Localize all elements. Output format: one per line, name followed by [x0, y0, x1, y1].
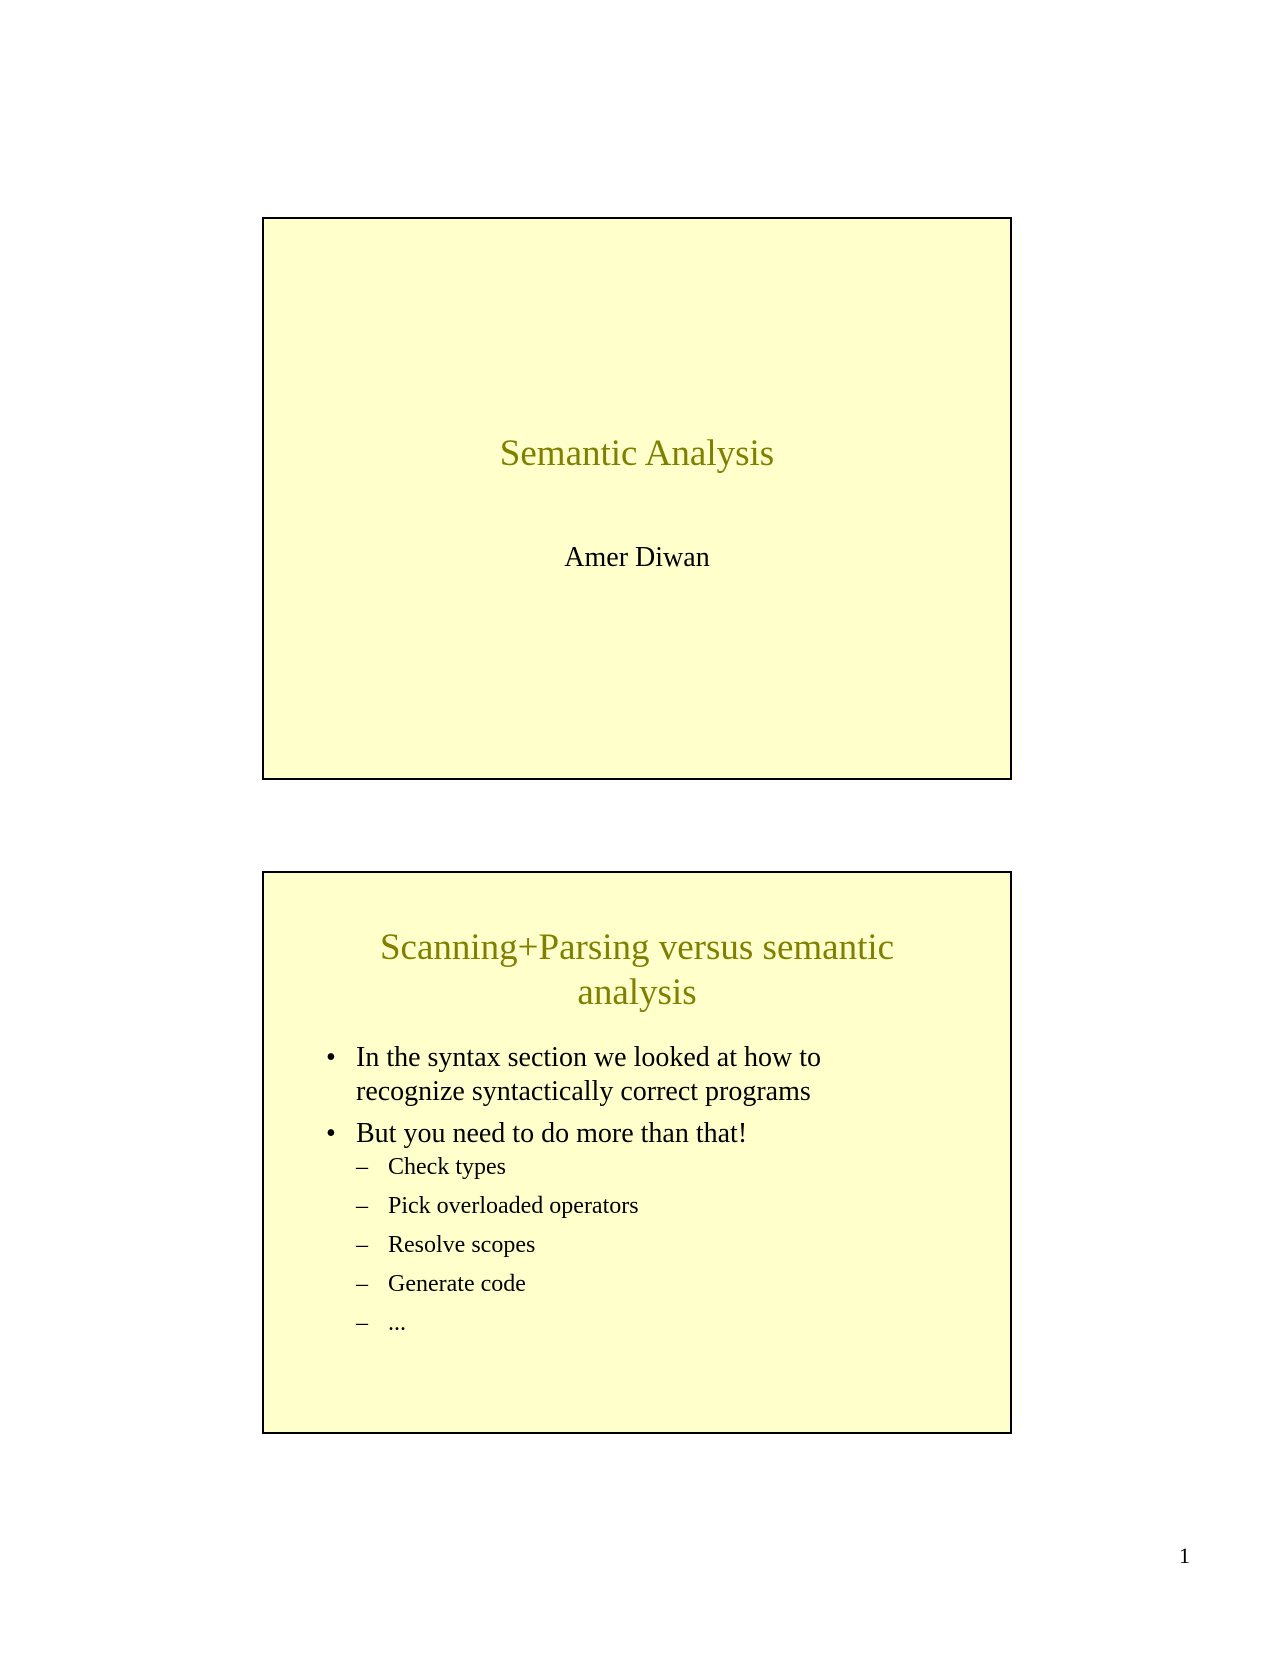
sub-bullet-item	[356, 1231, 980, 1260]
sub-bullet-text: Check types	[388, 1154, 506, 1180]
bullet-marker: •	[326, 1042, 336, 1073]
sub-bullet-marker: –	[356, 1232, 368, 1258]
sub-bullet-marker: –	[356, 1271, 368, 1297]
sub-bullet-text: Pick overloaded operators	[388, 1193, 639, 1219]
bullet-text: But you need to do more than that!	[356, 1118, 748, 1149]
bullet-item	[324, 1117, 980, 1338]
slide-scanning-parsing	[262, 871, 1012, 1434]
bullet-text-line-1: In the syntax section we looked at how to	[356, 1042, 822, 1073]
slide-heading-line-1: Scanning+Parsing versus semantic	[379, 927, 895, 968]
sub-bullet-list	[356, 1153, 980, 1338]
bullet-text-line-2: recognize syntactically correct programs	[356, 1076, 811, 1107]
sub-bullet-marker: –	[356, 1310, 368, 1336]
sub-bullet-text: Resolve scopes	[388, 1232, 536, 1258]
sub-bullet-item	[356, 1309, 980, 1338]
bullet-list	[324, 1041, 980, 1348]
sub-bullet-item	[356, 1192, 980, 1221]
bullet-item	[324, 1041, 980, 1109]
sub-bullet-item	[356, 1153, 980, 1182]
sub-bullet-item	[356, 1270, 980, 1299]
sub-bullet-text: Generate code	[388, 1271, 526, 1297]
slide-heading-line-2: analysis	[577, 972, 697, 1013]
sub-bullet-marker: –	[356, 1154, 368, 1180]
sub-bullet-text: ...	[388, 1310, 406, 1336]
author-name: Amer Diwan	[564, 542, 710, 573]
bullet-marker: •	[326, 1118, 336, 1149]
page-number: 1	[1179, 1543, 1190, 1568]
sub-bullet-marker: –	[356, 1193, 368, 1219]
slide-title	[262, 217, 1012, 780]
slide-title-heading: Semantic Analysis	[499, 433, 775, 474]
slide-heading	[304, 925, 970, 1015]
